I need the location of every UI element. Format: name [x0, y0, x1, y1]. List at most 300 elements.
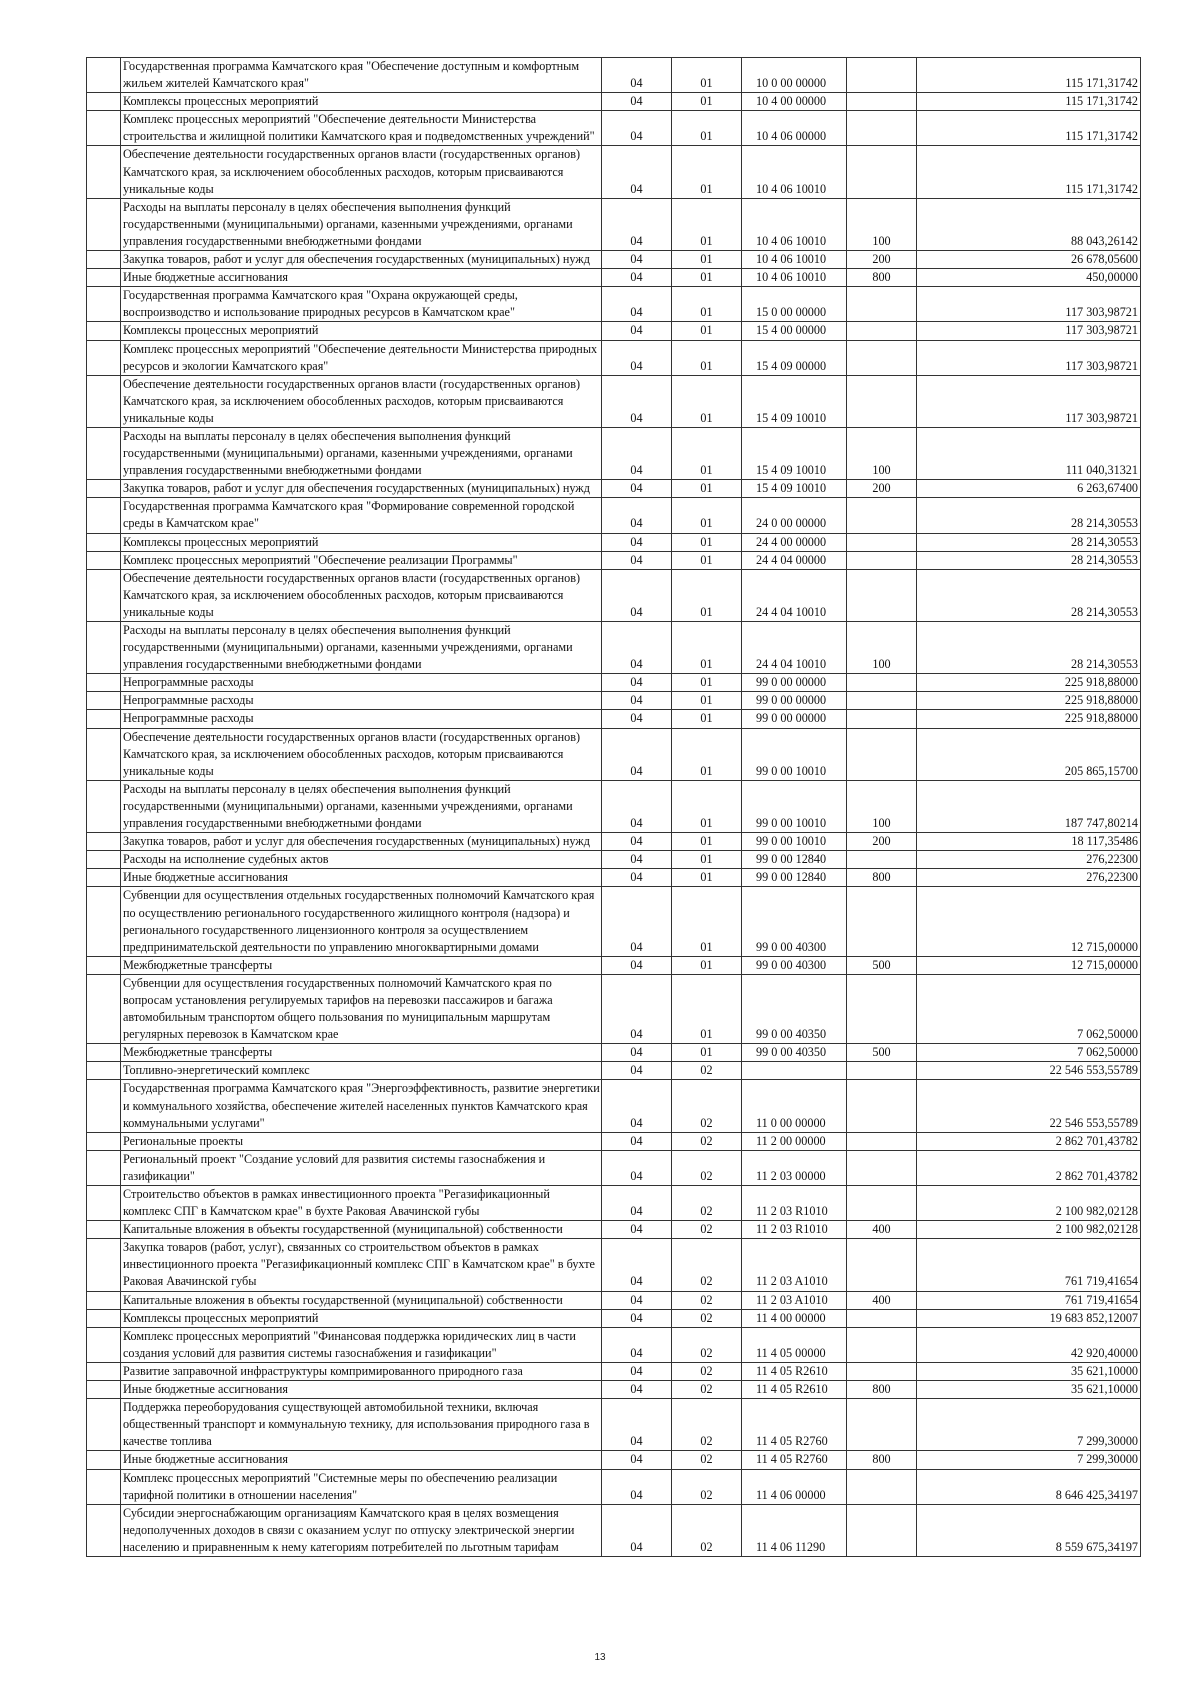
- target-article-code: 11 2 00 00000: [742, 1132, 847, 1150]
- target-article-code: 11 2 03 R1010: [742, 1221, 847, 1239]
- row-margin-cell: [87, 1399, 121, 1451]
- target-article-code: 99 0 00 00000: [742, 674, 847, 692]
- expense-type-code: 800: [847, 1451, 917, 1469]
- amount: 6 263,67400: [917, 480, 1141, 498]
- expense-type-code: [847, 1150, 917, 1185]
- row-margin-cell: [87, 1132, 121, 1150]
- section-code: 04: [602, 1221, 672, 1239]
- row-name: Иные бюджетные ассигнования: [121, 1451, 602, 1469]
- table-row: [87, 498, 1141, 533]
- table-row: [87, 1080, 1141, 1132]
- amount: 22 546 553,55789: [917, 1062, 1141, 1080]
- table-row: [87, 956, 1141, 974]
- row-name: Обеспечение деятельности государственных органов власти (государственных органов) Камчатского края, за исключением обособленных расходов, которым присваиваются уникальные коды: [121, 375, 602, 427]
- section-code: 04: [602, 956, 672, 974]
- target-article-code: 11 4 06 00000: [742, 1469, 847, 1504]
- target-article-code: 11 4 06 11290: [742, 1504, 847, 1556]
- table-row: [87, 1451, 1141, 1469]
- subsection-code: 02: [672, 1186, 742, 1221]
- section-code: 04: [602, 710, 672, 728]
- row-margin-cell: [87, 1309, 121, 1327]
- row-margin-cell: [87, 869, 121, 887]
- subsection-code: 01: [672, 710, 742, 728]
- expense-type-code: 200: [847, 480, 917, 498]
- section-code: 04: [602, 1132, 672, 1150]
- target-article-code: 11 2 03 A1010: [742, 1239, 847, 1291]
- subsection-code: 01: [672, 533, 742, 551]
- row-name: Закупка товаров, работ и услуг для обеспечения государственных (муниципальных) нужд: [121, 251, 602, 269]
- row-name: Государственная программа Камчатского края "Обеспечение доступным и комфортным жильем жителей Камчатского края": [121, 58, 602, 93]
- expense-type-code: [847, 1186, 917, 1221]
- row-name: Непрограммные расходы: [121, 692, 602, 710]
- amount: 2 862 701,43782: [917, 1132, 1141, 1150]
- expense-type-code: [847, 1504, 917, 1556]
- section-code: 04: [602, 569, 672, 621]
- expense-type-code: 800: [847, 269, 917, 287]
- section-code: 04: [602, 551, 672, 569]
- target-article-code: 99 0 00 40350: [742, 1044, 847, 1062]
- expense-type-code: [847, 287, 917, 322]
- section-code: 04: [602, 1362, 672, 1380]
- subsection-code: 01: [672, 728, 742, 780]
- subsection-code: 02: [672, 1132, 742, 1150]
- row-name: Межбюджетные трансферты: [121, 1044, 602, 1062]
- row-margin-cell: [87, 1221, 121, 1239]
- target-article-code: 11 2 03 00000: [742, 1150, 847, 1185]
- subsection-code: 02: [672, 1362, 742, 1380]
- amount: 8 559 675,34197: [917, 1504, 1141, 1556]
- amount: 115 171,31742: [917, 58, 1141, 93]
- subsection-code: 02: [672, 1327, 742, 1362]
- table-row: [87, 1399, 1141, 1451]
- section-code: 04: [602, 93, 672, 111]
- section-code: 04: [602, 1239, 672, 1291]
- target-article-code: 99 0 00 40350: [742, 974, 847, 1043]
- amount: 2 100 982,02128: [917, 1221, 1141, 1239]
- table-row: [87, 1239, 1141, 1291]
- row-name: Комплекс процессных мероприятий "Обеспечение реализации Программы": [121, 551, 602, 569]
- expense-type-code: [847, 498, 917, 533]
- row-name: Расходы на исполнение судебных актов: [121, 851, 602, 869]
- subsection-code: 01: [672, 833, 742, 851]
- row-margin-cell: [87, 622, 121, 674]
- amount: 12 715,00000: [917, 887, 1141, 956]
- table-row: [87, 93, 1141, 111]
- subsection-code: 01: [672, 974, 742, 1043]
- section-code: 04: [602, 1504, 672, 1556]
- target-article-code: 15 4 09 00000: [742, 340, 847, 375]
- row-margin-cell: [87, 269, 121, 287]
- amount: 225 918,88000: [917, 692, 1141, 710]
- section-code: 04: [602, 375, 672, 427]
- section-code: 04: [602, 480, 672, 498]
- amount: 19 683 852,12007: [917, 1309, 1141, 1327]
- subsection-code: 02: [672, 1504, 742, 1556]
- amount: 450,00000: [917, 269, 1141, 287]
- section-code: 04: [602, 1381, 672, 1399]
- row-name: Капитальные вложения в объекты государственной (муниципальной) собственности: [121, 1291, 602, 1309]
- subsection-code: 01: [672, 869, 742, 887]
- expense-type-code: 800: [847, 1381, 917, 1399]
- target-article-code: 15 4 09 10010: [742, 427, 847, 479]
- table-row: [87, 674, 1141, 692]
- table-row: [87, 427, 1141, 479]
- amount: 28 214,30553: [917, 498, 1141, 533]
- target-article-code: 99 0 00 00000: [742, 710, 847, 728]
- target-article-code: 99 0 00 40300: [742, 956, 847, 974]
- target-article-code: 10 0 00 00000: [742, 58, 847, 93]
- row-margin-cell: [87, 251, 121, 269]
- row-margin-cell: [87, 1381, 121, 1399]
- row-name: Иные бюджетные ассигнования: [121, 1381, 602, 1399]
- row-margin-cell: [87, 480, 121, 498]
- target-article-code: 11 2 03 A1010: [742, 1291, 847, 1309]
- target-article-code: 24 4 00 00000: [742, 533, 847, 551]
- row-margin-cell: [87, 956, 121, 974]
- expense-type-code: [847, 569, 917, 621]
- table-row: [87, 251, 1141, 269]
- row-name: Закупка товаров, работ и услуг для обеспечения государственных (муниципальных) нужд: [121, 480, 602, 498]
- table-row: [87, 1186, 1141, 1221]
- row-name: Непрограммные расходы: [121, 674, 602, 692]
- target-article-code: 99 0 00 40300: [742, 887, 847, 956]
- table-row: [87, 1291, 1141, 1309]
- expense-type-code: [847, 692, 917, 710]
- amount: 28 214,30553: [917, 533, 1141, 551]
- amount: 761 719,41654: [917, 1239, 1141, 1291]
- expense-type-code: [847, 728, 917, 780]
- row-margin-cell: [87, 375, 121, 427]
- subsection-code: 02: [672, 1239, 742, 1291]
- row-margin-cell: [87, 111, 121, 146]
- subsection-code: 02: [672, 1451, 742, 1469]
- subsection-code: 02: [672, 1291, 742, 1309]
- row-margin-cell: [87, 93, 121, 111]
- amount: 7 062,50000: [917, 974, 1141, 1043]
- target-article-code: 11 4 05 00000: [742, 1327, 847, 1362]
- table-row: [87, 551, 1141, 569]
- row-name: Закупка товаров, работ и услуг для обеспечения государственных (муниципальных) нужд: [121, 833, 602, 851]
- table-row: [87, 533, 1141, 551]
- amount: 117 303,98721: [917, 375, 1141, 427]
- row-name: Расходы на выплаты персоналу в целях обеспечения выполнения функций государственными (муниципальными) органами, казенными учреждениями, органами управления государственными внебюджетными фондами: [121, 427, 602, 479]
- table-row: [87, 1381, 1141, 1399]
- target-article-code: 99 0 00 10010: [742, 780, 847, 832]
- subsection-code: 01: [672, 674, 742, 692]
- row-margin-cell: [87, 1504, 121, 1556]
- expense-type-code: [847, 1399, 917, 1451]
- expense-type-code: 100: [847, 198, 917, 250]
- subsection-code: 01: [672, 569, 742, 621]
- expense-type-code: 100: [847, 780, 917, 832]
- row-name: Комплекс процессных мероприятий "Финансовая поддержка юридических лиц в части создания условий для развития системы газоснабжения и газификации": [121, 1327, 602, 1362]
- section-code: 04: [602, 833, 672, 851]
- row-margin-cell: [87, 851, 121, 869]
- expense-type-code: [847, 146, 917, 198]
- section-code: 04: [602, 622, 672, 674]
- row-name: Региональный проект "Создание условий для развития системы газоснабжения и газификации": [121, 1150, 602, 1185]
- expense-type-code: [847, 1062, 917, 1080]
- expense-type-code: [847, 1239, 917, 1291]
- table-row: [87, 375, 1141, 427]
- section-code: 04: [602, 1309, 672, 1327]
- row-margin-cell: [87, 427, 121, 479]
- row-name: Субвенции для осуществления отдельных государственных полномочий Камчатского края по осуществлению регионального государственного жилищного контроля (надзора) и регионального государственного лицензионного контроля за осуществлением предпринимательской деятельности по управлению многоквартирными домами: [121, 887, 602, 956]
- subsection-code: 02: [672, 1221, 742, 1239]
- expense-type-code: [847, 1327, 917, 1362]
- subsection-code: 02: [672, 1062, 742, 1080]
- subsection-code: 02: [672, 1080, 742, 1132]
- subsection-code: 01: [672, 956, 742, 974]
- row-margin-cell: [87, 198, 121, 250]
- target-article-code: 24 4 04 10010: [742, 569, 847, 621]
- row-margin-cell: [87, 674, 121, 692]
- section-code: 04: [602, 974, 672, 1043]
- expense-type-code: [847, 674, 917, 692]
- expense-type-code: 800: [847, 869, 917, 887]
- expense-type-code: [847, 974, 917, 1043]
- row-margin-cell: [87, 1291, 121, 1309]
- subsection-code: 01: [672, 427, 742, 479]
- subsection-code: 02: [672, 1150, 742, 1185]
- row-margin-cell: [87, 728, 121, 780]
- target-article-code: 15 4 09 10010: [742, 375, 847, 427]
- row-name: Закупка товаров (работ, услуг), связанных со строительством объектов в рамках инвестиционного проекта "Регазификационный комплекс СПГ в Камчатском крае" в бухте Раковая Авачинской губы: [121, 1239, 602, 1291]
- expense-type-code: [847, 1362, 917, 1380]
- row-margin-cell: [87, 1469, 121, 1504]
- row-margin-cell: [87, 287, 121, 322]
- subsection-code: 01: [672, 375, 742, 427]
- row-name: Обеспечение деятельности государственных органов власти (государственных органов) Камчатского края, за исключением обособленных расходов, которым присваиваются уникальные коды: [121, 146, 602, 198]
- row-name: Комплексы процессных мероприятий: [121, 533, 602, 551]
- table-row: [87, 198, 1141, 250]
- target-article-code: 99 0 00 10010: [742, 728, 847, 780]
- row-name: Топливно-энергетический комплекс: [121, 1062, 602, 1080]
- amount: 276,22300: [917, 869, 1141, 887]
- amount: 187 747,80214: [917, 780, 1141, 832]
- amount: 42 920,40000: [917, 1327, 1141, 1362]
- section-code: 04: [602, 498, 672, 533]
- expense-type-code: [847, 340, 917, 375]
- amount: 761 719,41654: [917, 1291, 1141, 1309]
- amount: 117 303,98721: [917, 287, 1141, 322]
- row-name: Государственная программа Камчатского края "Энергоэффективность, развитие энергетики и коммунального хозяйства, обеспечение жителей населенных пунктов Камчатского края коммунальными услугами": [121, 1080, 602, 1132]
- row-name: Строительство объектов в рамках инвестиционного проекта "Регазификационный комплекс СПГ в Камчатском крае" в бухте Раковая Авачинской губы: [121, 1186, 602, 1221]
- table-row: [87, 1327, 1141, 1362]
- amount: 26 678,05600: [917, 251, 1141, 269]
- section-code: 04: [602, 322, 672, 340]
- target-article-code: 10 4 06 00000: [742, 111, 847, 146]
- amount: 117 303,98721: [917, 340, 1141, 375]
- subsection-code: 01: [672, 622, 742, 674]
- table-row: [87, 58, 1141, 93]
- section-code: 04: [602, 851, 672, 869]
- row-name: Развитие заправочной инфраструктуры компримированного природного газа: [121, 1362, 602, 1380]
- target-article-code: 10 4 06 10010: [742, 198, 847, 250]
- subsection-code: 01: [672, 269, 742, 287]
- section-code: 04: [602, 674, 672, 692]
- expense-type-code: 200: [847, 251, 917, 269]
- section-code: 04: [602, 1469, 672, 1504]
- target-article-code: 11 2 03 R1010: [742, 1186, 847, 1221]
- amount: 88 043,26142: [917, 198, 1141, 250]
- section-code: 04: [602, 780, 672, 832]
- target-article-code: 99 0 00 12840: [742, 869, 847, 887]
- row-margin-cell: [87, 551, 121, 569]
- expense-type-code: 200: [847, 833, 917, 851]
- subsection-code: 01: [672, 551, 742, 569]
- target-article-code: 15 4 00 00000: [742, 322, 847, 340]
- amount: 117 303,98721: [917, 322, 1141, 340]
- expense-type-code: [847, 1080, 917, 1132]
- section-code: 04: [602, 1080, 672, 1132]
- expense-type-code: 500: [847, 956, 917, 974]
- table-row: [87, 869, 1141, 887]
- expense-type-code: [847, 111, 917, 146]
- section-code: 04: [602, 427, 672, 479]
- table-row: [87, 692, 1141, 710]
- target-article-code: 11 4 05 R2760: [742, 1451, 847, 1469]
- amount: 2 100 982,02128: [917, 1186, 1141, 1221]
- expense-type-code: 400: [847, 1291, 917, 1309]
- row-margin-cell: [87, 1062, 121, 1080]
- row-name: Обеспечение деятельности государственных органов власти (государственных органов) Камчатского края, за исключением обособленных расходов, которым присваиваются уникальные коды: [121, 569, 602, 621]
- section-code: 04: [602, 1044, 672, 1062]
- expense-type-code: [847, 533, 917, 551]
- expense-type-code: [847, 375, 917, 427]
- row-margin-cell: [87, 710, 121, 728]
- row-name: Региональные проекты: [121, 1132, 602, 1150]
- amount: 225 918,88000: [917, 674, 1141, 692]
- row-name: Государственная программа Камчатского края "Охрана окружающей среды, воспроизводство и использование природных ресурсов в Камчатском крае": [121, 287, 602, 322]
- subsection-code: 02: [672, 1399, 742, 1451]
- table-row: [87, 146, 1141, 198]
- amount: 7 299,30000: [917, 1399, 1141, 1451]
- amount: 28 214,30553: [917, 569, 1141, 621]
- target-article-code: 24 4 04 10010: [742, 622, 847, 674]
- amount: 225 918,88000: [917, 710, 1141, 728]
- row-margin-cell: [87, 146, 121, 198]
- row-margin-cell: [87, 569, 121, 621]
- expense-type-code: [847, 551, 917, 569]
- amount: 8 646 425,34197: [917, 1469, 1141, 1504]
- table-row: [87, 480, 1141, 498]
- table-row: [87, 340, 1141, 375]
- expense-type-code: [847, 58, 917, 93]
- page-number: 13: [594, 1652, 606, 1663]
- subsection-code: 01: [672, 851, 742, 869]
- row-name: Иные бюджетные ассигнования: [121, 869, 602, 887]
- target-article-code: 10 4 06 10010: [742, 251, 847, 269]
- section-code: 04: [602, 58, 672, 93]
- subsection-code: 01: [672, 111, 742, 146]
- target-article-code: 10 4 06 10010: [742, 146, 847, 198]
- subsection-code: 01: [672, 498, 742, 533]
- table-row: [87, 269, 1141, 287]
- budget-table: [86, 57, 1141, 1557]
- amount: 35 621,10000: [917, 1381, 1141, 1399]
- row-margin-cell: [87, 340, 121, 375]
- row-name: Иные бюджетные ассигнования: [121, 269, 602, 287]
- target-article-code: 15 0 00 00000: [742, 287, 847, 322]
- row-margin-cell: [87, 58, 121, 93]
- expense-type-code: [847, 1309, 917, 1327]
- target-article-code: [742, 1062, 847, 1080]
- section-code: 04: [602, 728, 672, 780]
- row-name: Расходы на выплаты персоналу в целях обеспечения выполнения функций государственными (муниципальными) органами, казенными учреждениями, органами управления государственными внебюджетными фондами: [121, 780, 602, 832]
- amount: 276,22300: [917, 851, 1141, 869]
- section-code: 04: [602, 269, 672, 287]
- expense-type-code: 100: [847, 622, 917, 674]
- expense-type-code: 400: [847, 1221, 917, 1239]
- table-row: [87, 974, 1141, 1043]
- row-name: Комплекс процессных мероприятий "Обеспечение деятельности Министерства строительства и жилищной политики Камчатского края и подведомственных учреждений": [121, 111, 602, 146]
- subsection-code: 01: [672, 322, 742, 340]
- table-row: [87, 111, 1141, 146]
- row-margin-cell: [87, 498, 121, 533]
- row-name: Межбюджетные трансферты: [121, 956, 602, 974]
- subsection-code: 01: [672, 887, 742, 956]
- amount: 205 865,15700: [917, 728, 1141, 780]
- amount: 22 546 553,55789: [917, 1080, 1141, 1132]
- section-code: 04: [602, 1291, 672, 1309]
- row-name: Обеспечение деятельности государственных органов власти (государственных органов) Камчатского края, за исключением обособленных расходов, которым присваиваются уникальные коды: [121, 728, 602, 780]
- expense-type-code: [847, 851, 917, 869]
- target-article-code: 11 4 05 R2610: [742, 1381, 847, 1399]
- section-code: 04: [602, 251, 672, 269]
- row-margin-cell: [87, 533, 121, 551]
- subsection-code: 01: [672, 340, 742, 375]
- amount: 115 171,31742: [917, 111, 1141, 146]
- amount: 28 214,30553: [917, 551, 1141, 569]
- expense-type-code: [847, 1132, 917, 1150]
- table-row: [87, 780, 1141, 832]
- table-row: [87, 851, 1141, 869]
- section-code: 04: [602, 1150, 672, 1185]
- section-code: 04: [602, 869, 672, 887]
- expense-type-code: [847, 1469, 917, 1504]
- row-margin-cell: [87, 1080, 121, 1132]
- expense-type-code: 500: [847, 1044, 917, 1062]
- expense-type-code: 100: [847, 427, 917, 479]
- expense-type-code: [847, 887, 917, 956]
- row-margin-cell: [87, 887, 121, 956]
- row-name: Субсидии энергоснабжающим организациям Камчатского края в целях возмещения недополученных доходов в связи с оказанием услуг по отпуску электрической энергии населению и приравненным к нему категориям потребителей по льготным тарифам: [121, 1504, 602, 1556]
- table-row: [87, 728, 1141, 780]
- target-article-code: 99 0 00 12840: [742, 851, 847, 869]
- row-margin-cell: [87, 780, 121, 832]
- row-margin-cell: [87, 1186, 121, 1221]
- table-row: [87, 833, 1141, 851]
- table-row: [87, 1504, 1141, 1556]
- subsection-code: 02: [672, 1381, 742, 1399]
- target-article-code: 24 4 04 00000: [742, 551, 847, 569]
- table-row: [87, 1221, 1141, 1239]
- table-body: [87, 58, 1141, 1557]
- row-name: Субвенции для осуществления государственных полномочий Камчатского края по вопросам установления регулируемых тарифов на перевозки пассажиров и багажа автомобильным транспортом общего пользования по муниципальным маршрутам регулярных перевозок в Камчатском крае: [121, 974, 602, 1043]
- amount: 28 214,30553: [917, 622, 1141, 674]
- table-row: [87, 569, 1141, 621]
- section-code: 04: [602, 533, 672, 551]
- table-row: [87, 1062, 1141, 1080]
- amount: 35 621,10000: [917, 1362, 1141, 1380]
- row-margin-cell: [87, 1451, 121, 1469]
- subsection-code: 01: [672, 198, 742, 250]
- row-name: Комплексы процессных мероприятий: [121, 1309, 602, 1327]
- row-margin-cell: [87, 974, 121, 1043]
- target-article-code: 10 4 06 10010: [742, 269, 847, 287]
- row-margin-cell: [87, 1362, 121, 1380]
